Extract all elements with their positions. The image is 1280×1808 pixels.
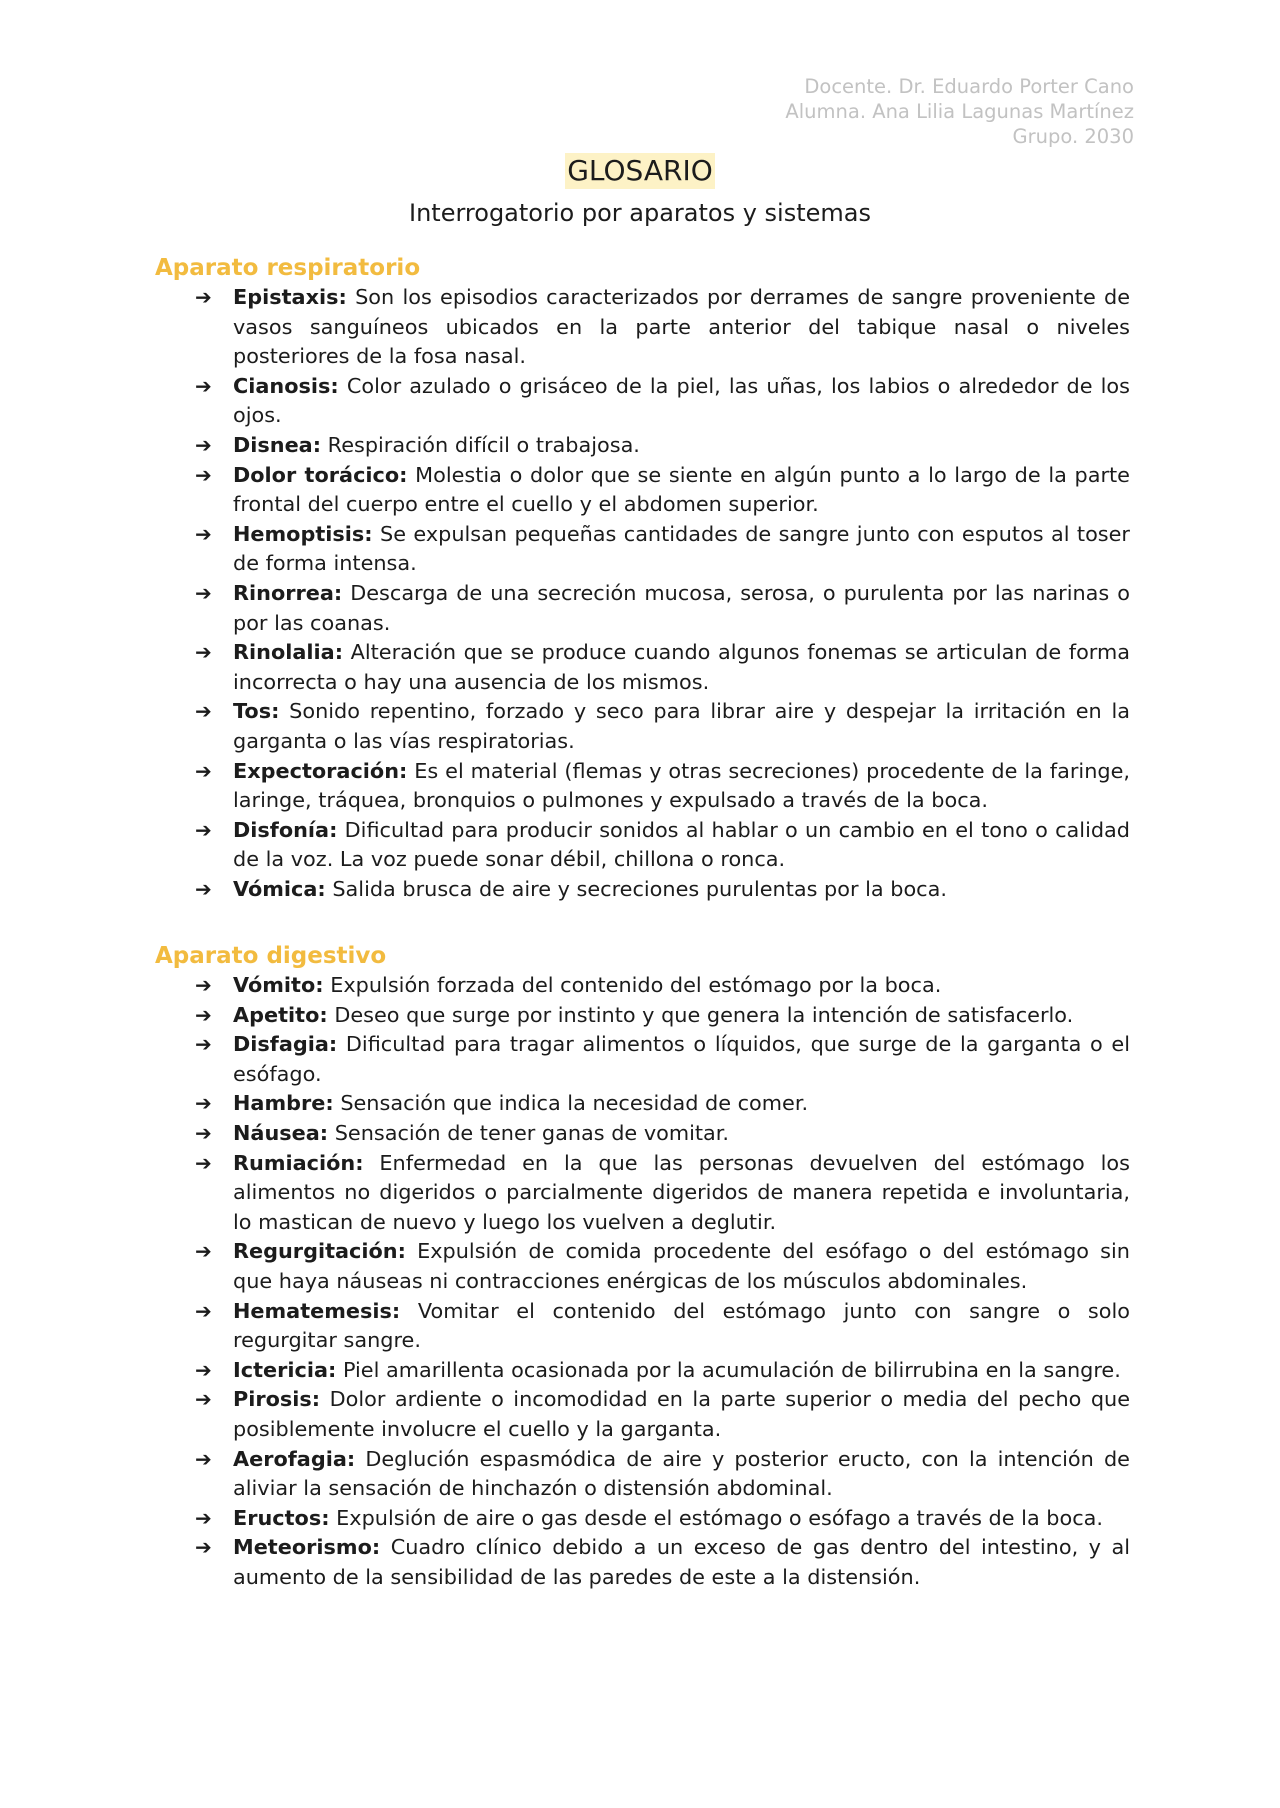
glossary-definition: Dificultad para producir sonidos al hablar o un cambio en el tono o calidad de la voz. La voz puede sonar débil, chillona o ronca.: [233, 817, 1130, 872]
glossary-definition: Sensación de tener ganas de vomitar.: [334, 1120, 730, 1145]
glossary-term: Disnea:: [233, 432, 322, 457]
glossary-item: [155, 971, 1130, 1001]
arrow-right-icon: ➔: [195, 373, 212, 398]
arrow-right-icon: ➔: [195, 1150, 212, 1175]
glossary-item: [155, 875, 1130, 905]
glossary-item: [155, 1119, 1130, 1149]
arrow-right-icon: ➔: [195, 1239, 212, 1264]
arrow-right-icon: ➔: [195, 876, 212, 901]
glossary-definition: Dificultad para tragar alimentos o líquidos, que surge de la garganta o el esófago.: [233, 1032, 1130, 1086]
glossary-term: Ictericia:: [233, 1357, 337, 1382]
glossary-term: Hambre:: [233, 1091, 334, 1116]
glossary-item: [155, 1237, 1130, 1296]
section-digestivo: [155, 941, 1130, 1592]
arrow-right-icon: ➔: [195, 462, 212, 487]
term-list: [155, 283, 1130, 904]
arrow-right-icon: ➔: [195, 1032, 212, 1057]
glossary-item: [155, 1445, 1130, 1504]
arrow-right-icon: ➔: [195, 1120, 212, 1145]
glossary-definition: Expulsión de comida procedente del esófago o del estómago sin que haya náuseas ni contracciones enérgicas de los músculos abdominales.: [233, 1239, 1130, 1293]
glossary-term: Disfagia:: [233, 1032, 338, 1057]
glossary-term: Rumiación:: [233, 1150, 364, 1175]
glossary-term: Vómica:: [233, 876, 326, 901]
glossary-term: Disfonía:: [233, 817, 338, 842]
glossary-item: [155, 1149, 1130, 1238]
arrow-right-icon: ➔: [195, 521, 212, 546]
glossary-term: Expectoración:: [233, 758, 408, 783]
arrow-right-icon: ➔: [195, 817, 212, 842]
glossary-definition: Deseo que surge por instinto y que genera la intención de satisfacerlo.: [334, 1002, 1074, 1027]
glossary-item: [155, 1001, 1130, 1031]
glossary-term: Cianosis:: [233, 373, 339, 398]
glossary-item: [155, 1533, 1130, 1592]
page-title: GLOSARIO: [567, 154, 713, 187]
glossary-item: [155, 283, 1130, 372]
glossary-item: [155, 461, 1130, 520]
glossary-term: Epistaxis:: [233, 285, 347, 309]
glossary-item: [155, 1030, 1130, 1089]
arrow-right-icon: ➔: [195, 1091, 212, 1116]
teacher-line: Docente. Dr. Eduardo Porter Cano: [804, 75, 1134, 98]
glossary-item: [155, 1297, 1130, 1356]
glossary-item: [155, 1089, 1130, 1119]
glossary-definition: Expulsión forzada del contenido del estómago por la boca.: [330, 973, 942, 997]
glossary-definition: Salida brusca de aire y secreciones purulentas por la boca.: [332, 876, 947, 901]
glossary-term: Dolor torácico:: [233, 462, 408, 487]
glossary-item: [155, 520, 1130, 579]
glossary-item: [155, 1356, 1130, 1386]
section-respiratorio: [155, 253, 1130, 904]
glossary-definition: Se expulsan pequeñas cantidades de sangre junto con esputos al toser de forma intensa.: [233, 521, 1130, 576]
group-line: Grupo. 2030: [1012, 125, 1134, 148]
arrow-right-icon: ➔: [195, 432, 212, 457]
glossary-term: Apetito:: [233, 1002, 328, 1027]
arrow-right-icon: ➔: [195, 758, 212, 783]
glossary-definition: Expulsión de aire o gas desde el estómago o esófago a través de la boca.: [336, 1505, 1104, 1530]
glossary-term: Eructos:: [233, 1505, 330, 1530]
glossary-term: Regurgitación:: [233, 1239, 406, 1264]
arrow-right-icon: ➔: [195, 1505, 212, 1530]
page-subtitle: Interrogatorio por aparatos y sistemas: [409, 199, 871, 227]
glossary-definition: Es el material (flemas y otras secreciones) procedente de la faringe, laringe, tráquea, bronquios o pulmones y expulsado a través de la boca.: [233, 758, 1130, 813]
arrow-right-icon: ➔: [195, 1357, 212, 1382]
glossary-item: [155, 579, 1130, 638]
glossary-term: Vómito:: [233, 973, 324, 997]
glossary-term: Pirosis:: [233, 1387, 321, 1412]
arrow-right-icon: ➔: [195, 699, 212, 724]
arrow-right-icon: ➔: [195, 1298, 212, 1323]
glossary-item: [155, 638, 1130, 697]
glossary-term: Náusea:: [233, 1120, 329, 1145]
glossary-item: [155, 1385, 1130, 1444]
glossary-item: [155, 697, 1130, 756]
arrow-right-icon: ➔: [195, 285, 212, 309]
glossary-term: Hemoptisis:: [233, 521, 373, 546]
arrow-right-icon: ➔: [195, 1387, 212, 1412]
glossary-definition: Alteración que se produce cuando algunos fonemas se articulan de forma incorrecta o hay una ausencia de los mismos.: [233, 640, 1130, 694]
glossary-item: [155, 372, 1130, 431]
arrow-right-icon: ➔: [195, 1535, 212, 1560]
glossary-term: Rinolalia:: [233, 640, 344, 665]
arrow-right-icon: ➔: [195, 973, 212, 997]
section-title: Aparato digestivo: [155, 943, 387, 969]
glossary-definition: Piel amarillenta ocasionada por la acumulación de bilirrubina en la sangre.: [342, 1357, 1121, 1382]
glossary-definition: Sonido repentino, forzado y seco para librar aire y despejar la irritación en la garganta o las vías respiratorias.: [233, 699, 1130, 753]
arrow-right-icon: ➔: [195, 640, 212, 665]
glossary-definition: Deglución espasmódica de aire y posterior eructo, con la intención de aliviar la sensación de hinchazón o distensión abdominal.: [233, 1446, 1130, 1501]
section-title: Aparato respiratorio: [155, 255, 421, 281]
glossary-definition: Cuadro clínico debido a un exceso de gas dentro del intestino, y al aumento de la sensibilidad de las paredes de este a la distensión.: [233, 1535, 1130, 1589]
glossary-item: [155, 816, 1130, 875]
glossary-definition: Sensación que indica la necesidad de comer.: [340, 1091, 809, 1116]
glossary-definition: Enfermedad en la que las personas devuelven del estómago los alimentos no digeridos o parcialmente digeridos de manera repetida e involuntaria, lo mastican de nuevo y luego los vuelven a deglutir.: [233, 1150, 1130, 1234]
glossary-definition: Respiración difícil o trabajosa.: [327, 432, 640, 457]
glossary-term: Rinorrea:: [233, 580, 343, 605]
glossary-item: [155, 1504, 1130, 1534]
header-info: [785, 74, 1134, 149]
glossary-item: [155, 431, 1130, 461]
glossary-term: Aerofagia:: [233, 1446, 356, 1471]
subtitle-wrap: [0, 197, 1280, 229]
term-list: [155, 971, 1130, 1592]
glossary-term: Meteorismo:: [233, 1535, 381, 1560]
title-wrap: [0, 153, 1280, 189]
glossary-term: Tos:: [233, 699, 280, 724]
glossary-item: [155, 757, 1130, 816]
arrow-right-icon: ➔: [195, 1446, 212, 1471]
glossary-definition: Son los episodios caracterizados por derrames de sangre proveniente de vasos sanguíneos ubicados en la parte anterior del tabique nasal o niveles posteriores de la fosa nasal.: [233, 285, 1130, 369]
glossary-definition: Dolor ardiente o incomodidad en la parte superior o media del pecho que posiblemente involucre el cuello y la garganta.: [233, 1387, 1130, 1441]
arrow-right-icon: ➔: [195, 1002, 212, 1027]
arrow-right-icon: ➔: [195, 580, 212, 605]
glossary-definition: Molestia o dolor que se siente en algún punto a lo largo de la parte frontal del cuerpo entre el cuello y el abdomen superior.: [233, 462, 1130, 517]
glossary-term: Hematemesis:: [233, 1298, 401, 1323]
glossary-definition: Color azulado o grisáceo de la piel, las uñas, los labios o alrededor de los ojos.: [233, 373, 1130, 428]
glossary-definition: Vomitar el contenido del estómago junto con sangre o solo regurgitar sangre.: [233, 1298, 1130, 1353]
student-line: Alumna. Ana Lilia Lagunas Martínez: [785, 100, 1134, 123]
glossary-definition: Descarga de una secreción mucosa, serosa, o purulenta por las narinas o por las coanas.: [233, 580, 1130, 635]
